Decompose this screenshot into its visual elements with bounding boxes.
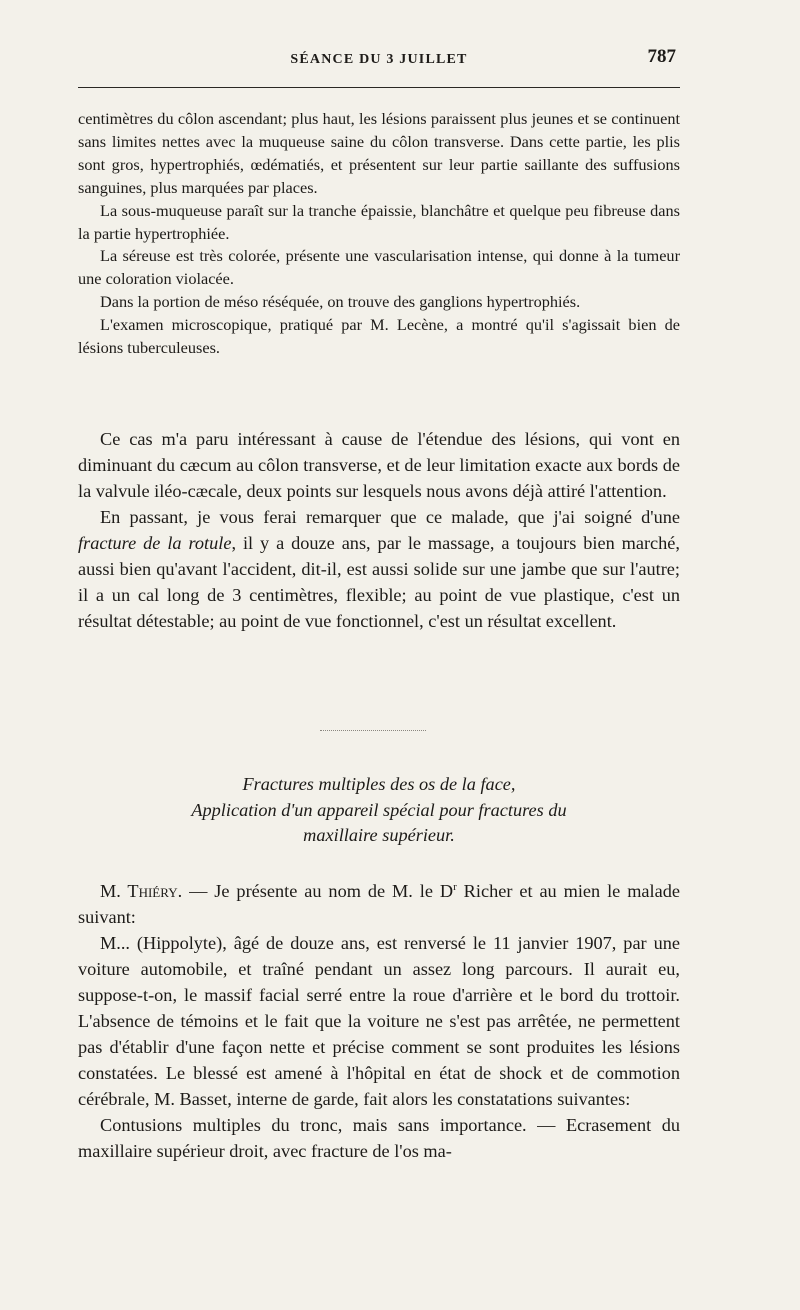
running-title: SÉANCE DU 3 JUILLET — [290, 52, 468, 67]
article-title-line-1: Fractures multiples des os de la face, — [242, 774, 516, 794]
commentary-text: , il y a douze ans, par le massage, a toujours bien marché, aussi bien qu'avant l'accident, dit-il, est aussi solide sur une jambe que sur l'autre; il a un cal long de 3 centimètres, flexible; au point de vue plastique, c'est un résultat détestable; au point de vue fonctionnel, c'est un résultat excellent. — [78, 533, 680, 631]
speaker-name: M. Thiéry. — [100, 881, 183, 901]
article-title — [78, 772, 680, 849]
header-rule — [78, 87, 680, 88]
running-head — [78, 44, 680, 74]
commentary-paragraph-1: Ce cas m'a paru intéressant à cause de l'étendue des lésions, qui vont en diminuant du cæcum au côlon transverse, et de leur limitation exacte aux bords de la valvule iléo-cæcale, deux points sur lesquels nous avons déjà attiré l'attention. — [78, 429, 680, 501]
report-paragraph-4: Dans la portion de méso réséquée, on trouve des ganglions hypertrophiés. — [100, 292, 581, 312]
article-title-line-2: Application d'un appareil spécial pour fractures du — [191, 799, 567, 820]
report-paragraph-1: centimètres du côlon ascendant; plus haut, les lésions paraissent plus jeunes et se continuent sans limites nettes avec la muqueuse saine du côlon transverse. Dans cette partie, les plis sont gros, hypertrophiés, œdématiés, et présentent sur leur partie saillante des suffusions sanguines, plus marquées par places. — [78, 109, 680, 197]
article-paragraph-2: Contusions multiples du tronc, mais sans importance. — Ecrasement du maxillaire supérieur droit, avec fracture de l'os ma- — [78, 1115, 680, 1161]
section-separator — [320, 730, 426, 731]
report-paragraph-2: La sous-muqueuse paraît sur la tranche épaissie, blanchâtre et quelque peu fibreuse dans la partie hypertrophiée. — [78, 200, 680, 243]
article-title-line-3: maxillaire supérieur. — [303, 825, 455, 845]
doctor-superscript: r — [453, 880, 457, 893]
italic-term: fracture de la rotule — [78, 533, 232, 553]
page-number: 787 — [647, 46, 676, 67]
article-body — [78, 878, 680, 1164]
intro-text: Richer et au mien le malade suivant: — [78, 881, 680, 927]
intro-text: — Je présente au nom de M. le D — [182, 881, 454, 901]
commentary-text: En passant, je vous ferai remarquer que ce malade, que j'ai soigné d'une — [100, 507, 680, 527]
report-section — [78, 108, 680, 360]
report-paragraph-3: La séreuse est très colorée, présente une vascularisation intense, qui donne à la tumeur une coloration violacée. — [78, 246, 680, 289]
report-paragraph-5: L'examen microscopique, pratiqué par M. Lecène, a montré qu'il s'agissait bien de lésions tuberculeuses. — [78, 315, 680, 358]
article-paragraph-1: M... (Hippolyte), âgé de douze ans, est renversé le 11 janvier 1907, par une voiture automobile, et traîné pendant un assez long parcours. Il aurait eu, suppose-t-on, le massif facial serré entre la roue d'arrière et le bord du trottoir. L'absence de témoins et le fait que la voiture ne s'est pas arrêtée, ne permettent pas d'établir d'une façon nette et précise comment se sont produites les lésions constatées. Le blessé est amené à l'hôpital en état de shock et de commotion cérébrale, M. Basset, interne de garde, fait alors les constatations suivantes: — [78, 933, 680, 1109]
article-intro — [78, 878, 680, 930]
commentary-section — [78, 426, 680, 634]
commentary-paragraph-2 — [78, 504, 680, 634]
